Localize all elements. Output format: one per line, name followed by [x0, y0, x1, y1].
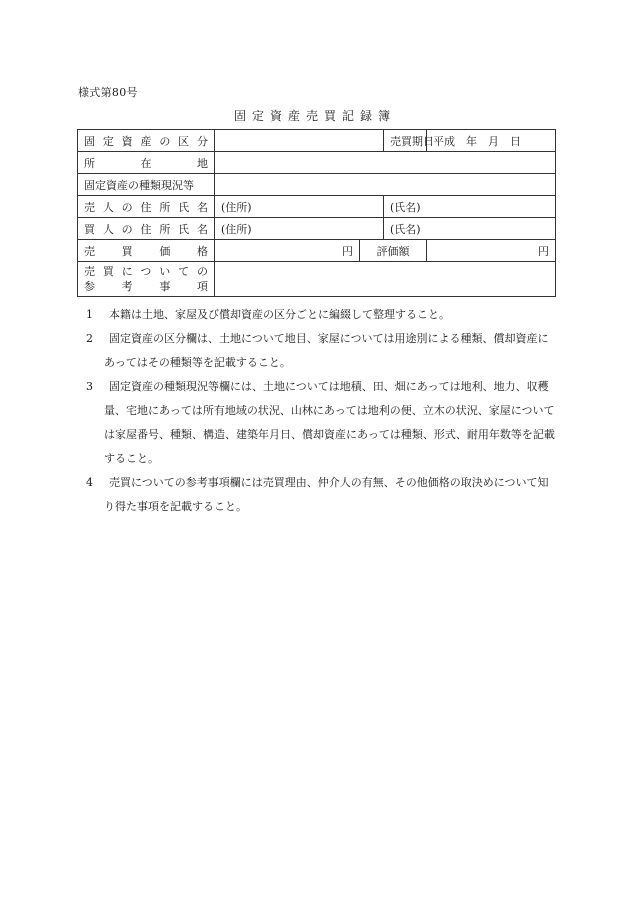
table-row [78, 218, 556, 240]
table-row [78, 130, 556, 152]
note-text: 固定資産の区分欄は、土地について地目、家屋については用途別による種類、償却資産にあってはその種類等を記載すること。 [104, 332, 549, 369]
notes-label [78, 262, 215, 297]
note-text: 固定資産の種類現況等欄には、土地については地積、田、畑にあっては地利、地力、収穫量、宅地にあっては所有地域の状況、山林にあっては地利の便、立木の状況、家屋については家屋番号、種類、構造、建築年月日、償却資産にあっては種類、形式、耐用年数等を記載すること。 [104, 380, 555, 465]
seller-name-cell[interactable] [384, 196, 556, 218]
note-number: 2 [86, 332, 93, 345]
note-item [86, 303, 558, 327]
price-label: 売買価格 [78, 240, 215, 262]
note-item [86, 327, 558, 375]
buyer-address-cell[interactable] [215, 218, 384, 240]
form-number: 様式第80号 [78, 86, 138, 99]
seller-name-prefix: (氏名) [390, 200, 421, 214]
sale-date-cell[interactable]: 平成 年 月 日 [427, 130, 556, 152]
seller-address-prefix: (住所) [221, 200, 252, 214]
appraisal-label: 評価額 [360, 240, 427, 262]
price-cell[interactable] [215, 240, 360, 262]
seller-address-cell[interactable] [215, 196, 384, 218]
location-label: 所在地 [78, 152, 215, 174]
table-row [78, 240, 556, 262]
note-text: 本籍は土地、家屋及び償却資産の区分ごとに編綴して整理すること。 [109, 308, 450, 321]
note-number: 4 [86, 476, 93, 489]
notes-cell[interactable] [215, 262, 556, 297]
asset-type-label: 固定資産の種類現況等 [78, 174, 215, 196]
notes-label-line2: 参考事項 [84, 280, 208, 293]
note-number: 1 [86, 308, 93, 321]
notes-label-line1: 売買についての [84, 265, 208, 278]
table-row [78, 152, 556, 174]
buyer-address-prefix: (住所) [221, 222, 252, 236]
table-row [78, 196, 556, 218]
record-table [77, 129, 556, 297]
appraisal-cell[interactable] [427, 240, 556, 262]
note-item [86, 375, 558, 471]
buyer-name-cell[interactable] [384, 218, 556, 240]
appraisal-unit: 円 [538, 244, 550, 258]
note-text: 売買についての参考事項欄には売買理由、仲介人の有無、その他価格の取決めについて知り得た事項を記載すること。 [104, 476, 549, 513]
note-number: 3 [86, 380, 93, 393]
buyer-label: 買人の住所氏名 [78, 218, 215, 240]
sale-date-label: 売買期日 [384, 130, 427, 152]
note-item [86, 471, 558, 519]
table-row [78, 262, 556, 297]
location-cell[interactable] [215, 152, 556, 174]
asset-type-cell[interactable] [215, 174, 556, 196]
asset-category-cell[interactable] [215, 130, 384, 152]
price-unit: 円 [342, 244, 353, 258]
document-title: 固定資産売買記録簿 [233, 109, 396, 123]
table-row [78, 174, 556, 196]
seller-label: 売人の住所氏名 [78, 196, 215, 218]
buyer-name-prefix: (氏名) [390, 222, 421, 236]
asset-category-label: 固定資産の区分 [78, 130, 215, 152]
instruction-notes [86, 303, 558, 519]
